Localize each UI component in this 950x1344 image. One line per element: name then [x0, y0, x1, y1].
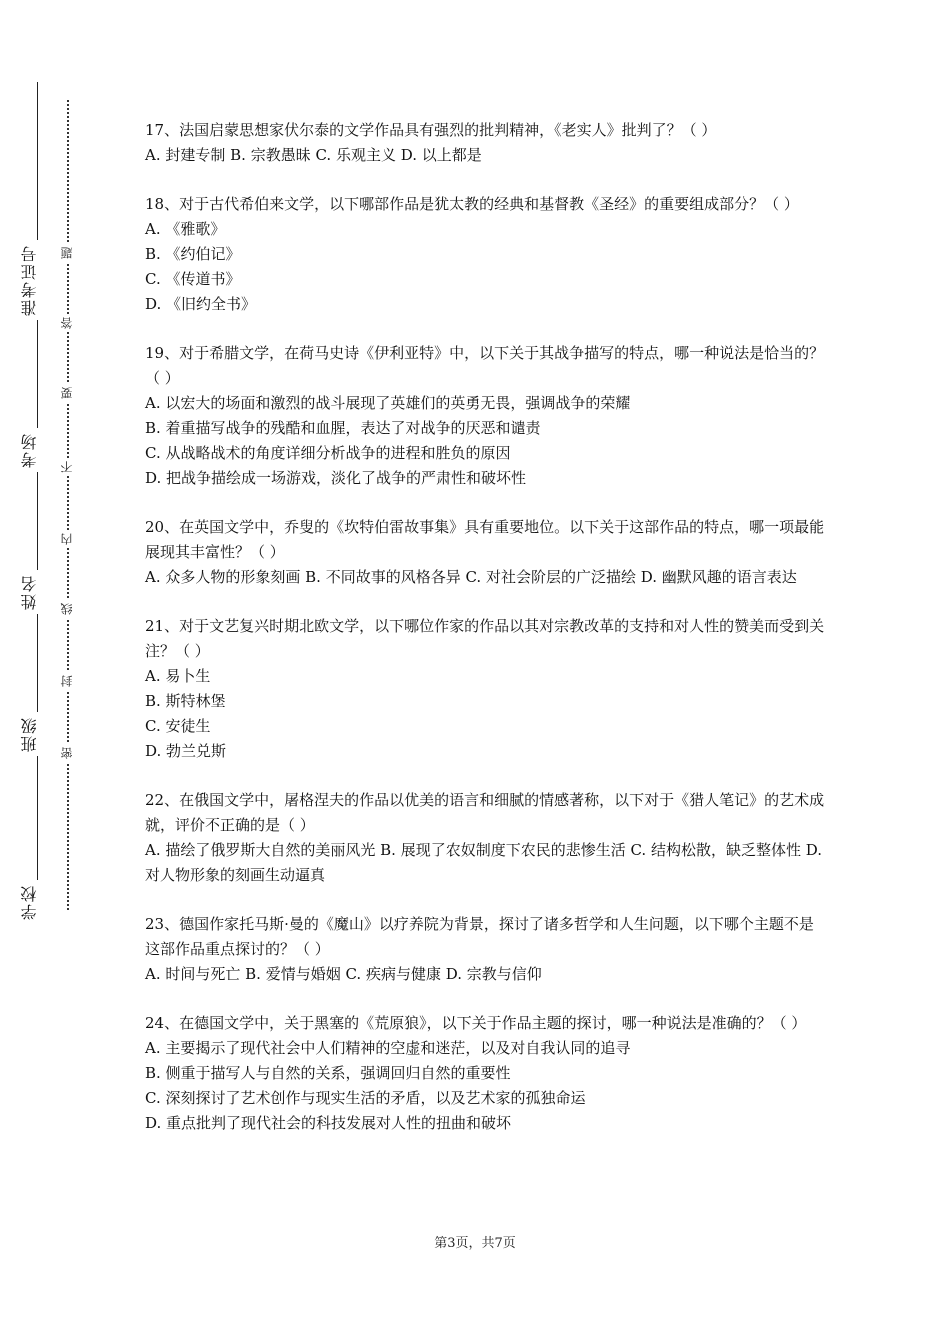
option-d: D. 重点批判了现代社会的科技发展对人性的扭曲和破坏	[145, 1114, 512, 1132]
option-b: B. 《约伯记》	[145, 245, 241, 263]
seal-char: 题	[58, 244, 76, 262]
question-text: 20、在英国文学中，乔叟的《坎特伯雷故事集》具有重要地位。以下关于这部作品的特点，哪一项最能展现其丰富性？（ ）	[145, 518, 825, 561]
option-c: C. 《传道书》	[145, 270, 241, 288]
option-d: D. 把战争描绘成一场游戏，淡化了战争的严肃性和破坏性	[145, 469, 527, 487]
question-text: 17、法国启蒙思想家伏尔泰的文学作品具有强烈的批判精神，《老实人》批判了？（ ）	[145, 121, 717, 139]
field-name: 姓名	[18, 570, 58, 614]
question-19	[145, 341, 825, 491]
field-school: 学校	[18, 880, 58, 924]
field-exam-room: 考场	[18, 428, 58, 472]
question-18	[145, 192, 825, 317]
option-a: A. 以宏大的场面和激烈的战斗展现了英雄们的英勇无畏，强调战争的荣耀	[145, 394, 631, 412]
question-21	[145, 614, 825, 764]
question-24	[145, 1011, 825, 1136]
option-b: B. 斯特林堡	[145, 692, 226, 710]
question-options: A. 封建专制 B. 宗教愚昧 C. 乐观主义 D. 以上都是	[145, 146, 482, 164]
question-17	[145, 118, 825, 168]
seal-dotted-line	[67, 100, 69, 910]
seal-char: 不	[58, 458, 76, 476]
question-23	[145, 912, 825, 987]
seal-char: 答	[58, 314, 76, 332]
question-text: 21、对于文艺复兴时期北欧文学，以下哪位作家的作品以其对宗教改革的支持和对人性的赞美而受到关注？（ ）	[145, 617, 825, 660]
seal-char: 线	[58, 600, 76, 618]
option-d: D. 勃兰兑斯	[145, 742, 227, 760]
seal-char: 封	[58, 672, 76, 690]
question-text: 22、在俄国文学中，屠格涅夫的作品以优美的语言和细腻的情感著称，以下对于《猎人笔记》的艺术成就，评价不正确的是（ ）	[145, 791, 825, 834]
option-b: B. 着重描写战争的残酷和血腥，表达了对战争的厌恶和谴责	[145, 419, 541, 437]
page-footer: 第3页，共7页	[434, 1236, 516, 1251]
option-c: C. 安徒生	[145, 717, 211, 735]
question-options: A. 时间与死亡 B. 爱情与婚姻 C. 疾病与健康 D. 宗教与信仰	[145, 965, 542, 983]
field-class: 班级	[18, 712, 58, 756]
question-options: A. 描绘了俄罗斯大自然的美丽风光 B. 展现了农奴制度下农民的悲惨生活 C. 结构松散，缺乏整体性 D. 对人物形象的刻画生动逼真	[145, 841, 822, 884]
seal-char: 内	[58, 530, 76, 548]
binding-margin	[0, 0, 110, 1344]
question-options: A. 众多人物的形象刻画 B. 不同故事的风格各异 C. 对社会阶层的广泛描绘 D. 幽默风趣的语言表达	[145, 568, 797, 586]
question-text: 23、德国作家托马斯·曼的《魔山》以疗养院为背景，探讨了诸多哲学和人生问题，以下哪个主题不是这部作品重点探讨的？（ ）	[145, 915, 814, 958]
seal-char: 要	[58, 384, 76, 402]
option-a: A. 《雅歌》	[145, 220, 226, 238]
option-c: C. 深刻探讨了艺术创作与现实生活的矛盾，以及艺术家的孤独命运	[145, 1089, 586, 1107]
option-b: B. 侧重于描写人与自然的关系，强调回归自然的重要性	[145, 1064, 511, 1082]
question-text: 24、在德国文学中，关于黑塞的《荒原狼》，以下关于作品主题的探讨，哪一种说法是准确的？（ ）	[145, 1014, 807, 1032]
question-text: 19、对于希腊文学，在荷马史诗《伊利亚特》中，以下关于其战争描写的特点，哪一种说法是恰当的？（ ）	[145, 344, 825, 387]
field-exam-id: 准考证号	[18, 240, 58, 320]
option-a: A. 主要揭示了现代社会中人们精神的空虚和迷茫，以及对自我认同的追寻	[145, 1039, 631, 1057]
question-20	[145, 515, 825, 590]
option-a: A. 易卜生	[145, 667, 211, 685]
question-22	[145, 788, 825, 888]
question-text: 18、对于古代希伯来文学，以下哪部作品是犹太教的经典和基督教《圣经》的重要组成部分？（ ）	[145, 195, 799, 213]
option-c: C. 从战略战术的角度详细分析战争的进程和胜负的原因	[145, 444, 511, 462]
option-d: D. 《旧约全书》	[145, 295, 257, 313]
seal-char: 密	[58, 744, 76, 762]
binding-line	[37, 82, 38, 912]
question-list	[145, 118, 825, 1160]
